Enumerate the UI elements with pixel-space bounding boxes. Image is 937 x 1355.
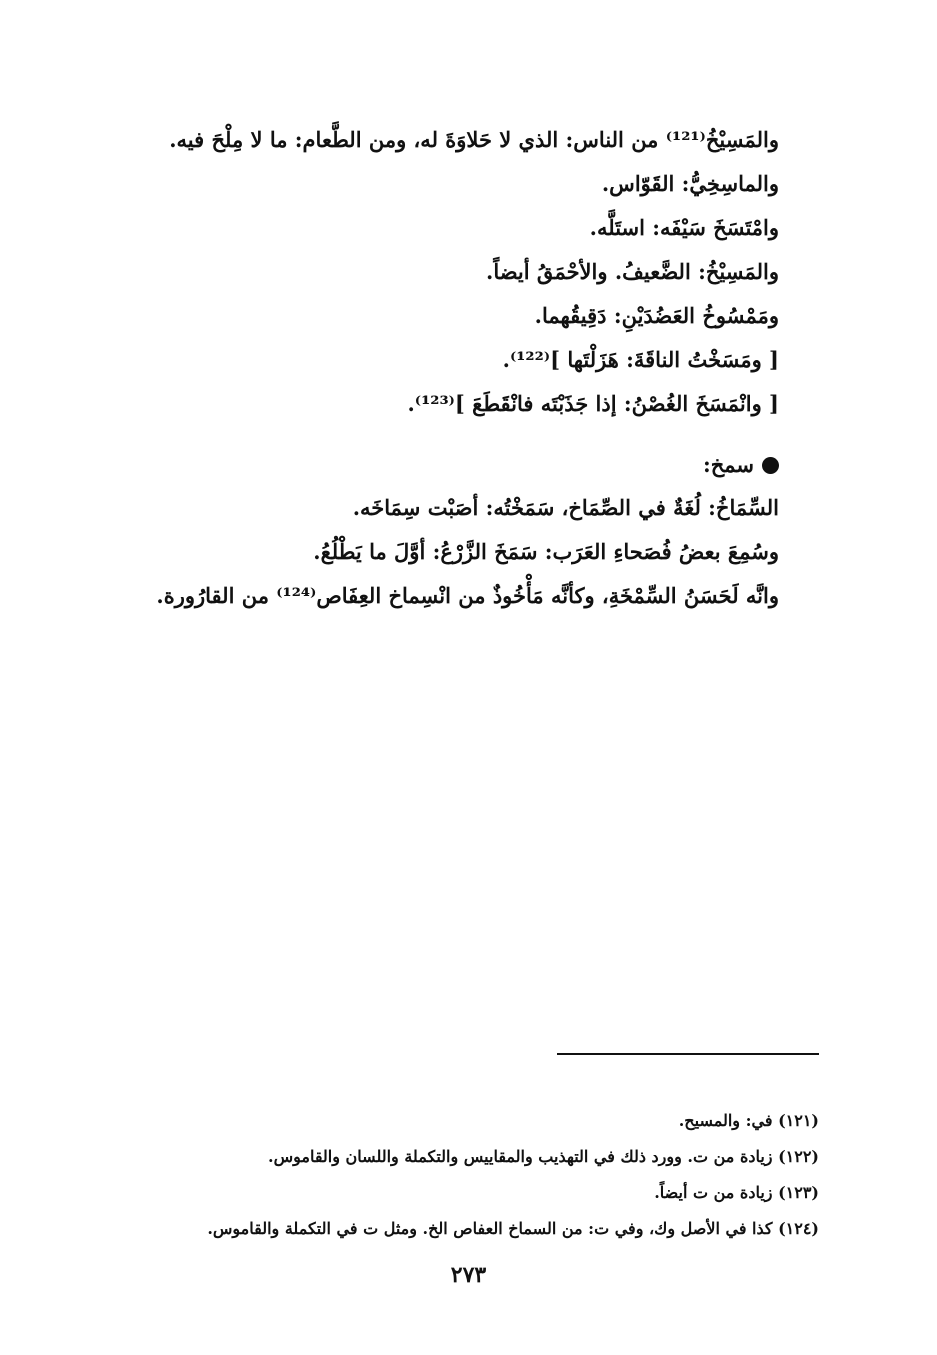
section-heading <box>119 444 779 486</box>
entry-line-3: وامْتَسَخَ سَيْفَه: استَلَّه. <box>589 215 779 240</box>
entry-line-2: والماسِخِيُّ: القَوّاس. <box>601 171 779 196</box>
entry-line-1: والمَسِيْخُ⁽¹²¹⁾ من الناس: الذي لا حَلاوَةَ له، ومن الطَّعام: ما لا مِلْحَ فيه. <box>169 127 779 152</box>
entry-line-4: والمَسِيْخُ: الضَّعيفُ. والأحْمَقُ أيضاً. <box>486 259 779 284</box>
page-number: ٢٧٣ <box>450 1262 487 1288</box>
section-heading-text: سمخ: <box>702 452 754 477</box>
entry-line-7: [ وانْمَسَخَ الغُصْنُ: إذا جَذَبْتَه فانْقَطَعَ ]⁽¹²³⁾. <box>407 391 779 416</box>
entry-line-6: [ ومَسَخْتُ الناقَةَ: هَزَلْتَها ]⁽¹²²⁾. <box>502 347 779 372</box>
footnote-121: (١٢١) في: والمسيح. <box>678 1111 819 1130</box>
footnote-124: (١٢٤) كذا في الأصل وك، وفي ت: من السماخ العفاص الخ. ومثل ت في التكملة والقاموس. <box>207 1219 819 1238</box>
footnote-divider <box>557 1053 819 1055</box>
section-line-1: السِّمَاخُ: لُغَةٌ في الصِّمَاخ، سَمَخْتُه: أصَبْت سِمَاخَه. <box>352 495 779 520</box>
footnote-122: (١٢٢) زيادة من ت. وورد ذلك في التهذيب والمقاييس والتكملة واللسان والقاموس. <box>268 1147 819 1166</box>
dictionary-body <box>119 118 779 618</box>
footnotes <box>119 1103 819 1247</box>
footnote-123: (١٢٣) زيادة من ت أيضاً. <box>654 1183 819 1202</box>
bullet-icon <box>762 457 779 474</box>
entry-line-5: ومَمْسُوخُ العَضُدَيْنِ: دَقِيقُهما. <box>534 303 779 328</box>
section-line-3: وانَّه لَحَسَنُ السِّمْخَةِ، وكأنَّه مَأْخُوذٌ من انْسِماخ العِفَاص⁽¹²⁴⁾ من القارُورة. <box>156 583 779 608</box>
section-samakh <box>119 444 779 618</box>
section-line-2: وسُمِعَ بعضُ فُصَحاءِ العَرَب: سَمَخَ الزَّرْعُ: أوَّلَ ما يَطْلُعُ. <box>313 539 779 564</box>
